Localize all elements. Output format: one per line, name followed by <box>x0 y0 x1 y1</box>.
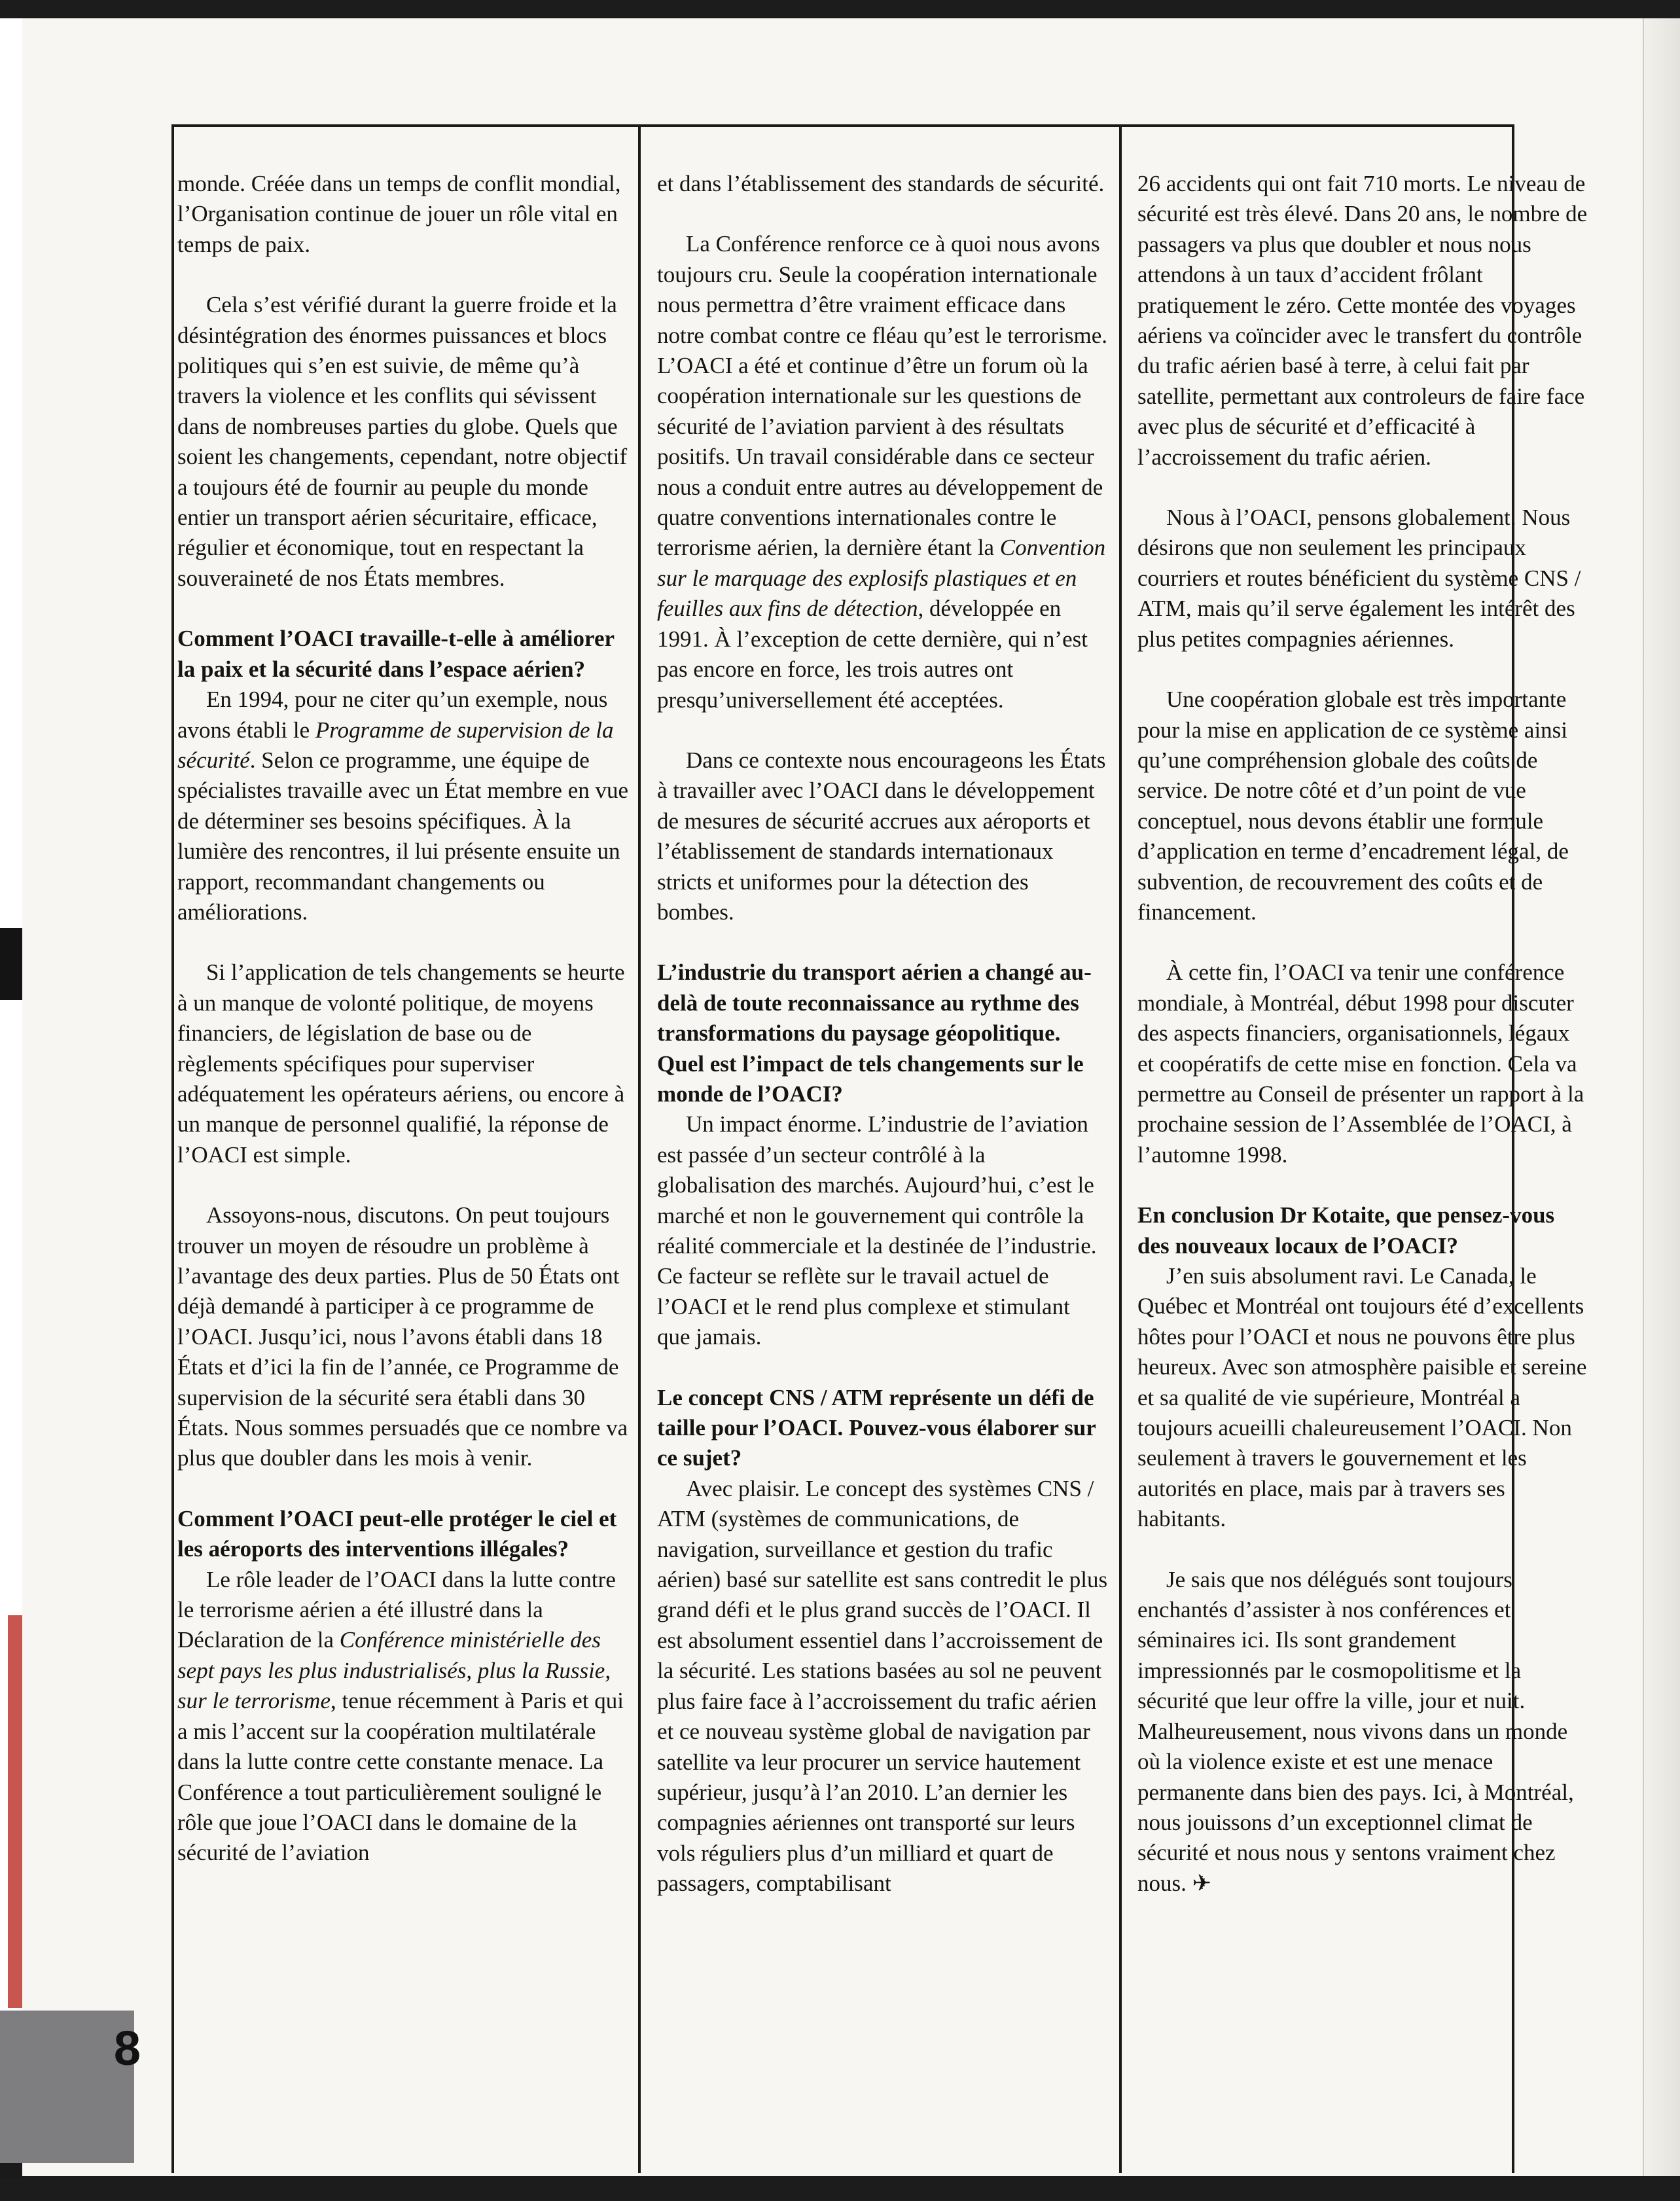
paragraph: monde. Créée dans un temps de conflit mondial, l’Organisation continue de jouer un rôle vital en temps de paix. <box>177 171 621 257</box>
paragraph: Le rôle leader de l’OACI dans la lutte contre le terrorisme aérien a été illustré dans la Déclaration de la Conférence ministérielle des sept pays les plus industrialisés, plus la Russie, sur le terrorisme, tenue récemment à Paris et qui a mis l’accent sur la coopération multilatérale dans la lutte contre cette constante menace. La Conférence a tout particulièrement souligné le rôle que joue l’OACI dans le domaine de la sécurité de l’aviation <box>177 1566 624 1866</box>
paragraph: J’en suis absolument ravi. Le Canada, le Québec et Montréal ont toujours été d’excellents hôtes pour l’OACI et nous ne pouvons être plus heureux. Avec son atmosphère paisible et sereine et sa qualité de vie supérieure, Montréal a toujours acueilli chaleureusement l’OACI. Non seulement à travers le gouvernement et les autorités en place, mais par à travers ses habitants. <box>1137 1263 1587 1532</box>
paragraph: Un impact énorme. L’industrie de l’aviation est passée d’un secteur contrôlé à la globalisation des marchés. Aujourd’hui, c’est le marché et non le gouvernement qui contrôle la réalité commerciale et la destinée de l’industrie. Ce facteur se reflète sur le travail actuel de l’OACI et le rend plus complexe et stimulant que jamais. <box>657 1111 1097 1350</box>
paragraph: La Conférence renforce ce à quoi nous avons toujours cru. Seule la coopération internationale nous permettra d’être vraiment efficace dans notre combat contre ce fléau qu’est le terrorisme. L’OACI a été et continue d’être un forum où la coopération internationale sur les questions de sécurité de l’aviation parvient à des résultats positifs. Un travail considérable dans ce secteur nous a conduit entre autres au développement de quatre conventions internationales contre le terrorisme aérien, la dernière étant la Convention sur le marquage des explosifs plastiques et en feuilles aux fins de détection, développée en 1991. À l’exception de cette dernière, qui n’est pas encore en force, les trois autres ont presqu’universellement été acceptées. <box>657 231 1108 713</box>
article-column-2 <box>657 169 1109 1929</box>
column-rule <box>638 124 641 2173</box>
question-heading: L’industrie du transport aérien a changé au-delà de toute reconnaissance au rythme des transformations du paysage géopolitique. Quel est l’impact de tels changements sur le monde de l’OACI? <box>657 959 1092 1107</box>
question-heading: En conclusion Dr Kotaite, que pensez-vous des nouveaux locaux de l’OACI? <box>1137 1202 1555 1259</box>
paragraph: En 1994, pour ne citer qu’un exemple, nous avons établi le Programme de supervision de la sécurité. Selon ce programme, une équipe de spécialistes travaille avec un État membre en vue de déterminer ses besoins spécifiques. À la lumière des rencontres, il lui présente ensuite un rapport, recommandant changements ou améliorations. <box>177 687 629 925</box>
paragraph: Dans ce contexte nous encourageons les États à travailler avec l’OACI dans le développement de mesures de sécurité accrues aux aéroports et l’établissement de standards internationaux stricts et uniformes pour la détection des bombes. <box>657 747 1106 925</box>
question-heading: Le concept CNS / ATM représente un défi de taille pour l’OACI. Pouvez-vous élaborer sur ce sujet? <box>657 1384 1096 1471</box>
paragraph: Avec plaisir. Le concept des systèmes CNS / ATM (systèmes de communications, de navigation, surveillance et gestion du trafic aérien) basé sur satellite est sans contredit le plus grand défi et le plus grand succès de l’OACI. Il est absolument essentiel dans l’accroissement de la sécurité. Les stations basées au sol ne peuvent plus faire face à l’accroissement du trafic aérien et ce nouveau système global de navigation par satellite va leur procurer un service hautement supérieur, jusqu’à l’an 2010. L’an dernier les compagnies aériennes ont transporté sur leurs vols réguliers plus d’un milliard et quart de passagers, comptabilisant <box>657 1475 1108 1897</box>
question-heading: Comment l’OACI peut-elle protéger le ciel et les aéroports des interventions illégales? <box>177 1505 617 1562</box>
page-number: 8 <box>113 2021 141 2075</box>
paragraph: Je sais que nos délégués sont toujours enchantés d’assister à nos conférences et séminaires ici. Ils sont grandement impressionnés par le cosmopolitisme et la sécurité que leur offre la ville, jour et nuit. Malheureusement, nous vivons dans un monde où la violence existe et est une menace permanente dans bien des pays. Ici, à Montréal, nous jouissons d’un exceptionnel climat de sécurité et nous nous y sentons vraiment chez nous. ✈ <box>1137 1566 1574 1896</box>
column-rule <box>1119 124 1122 2173</box>
article-column-1 <box>177 169 629 1899</box>
paragraph: et dans l’établissement des standards de sécurité. <box>657 171 1105 196</box>
question-heading: Comment l’OACI travaille-t-elle à améliorer la paix et la sécurité dans l’espace aérien? <box>177 626 615 682</box>
right-page-edge <box>1643 18 1680 2176</box>
paragraph: Cela s’est vérifié durant la guerre froide et la désintégration des énormes puissances et blocs politiques qui s’en est suivie, de même qu’à travers la violence et les conflits qui sévissent dans de nombreuses parties du globe. Quels que soient les changements, cependant, notre objectif a toujours été de fournir au peuple du monde entier un transport aérien sécuritaire, efficace, régulier et économique, tout en respectant la souveraineté de nos États membres. <box>177 292 628 591</box>
paragraph: Nous à l’OACI, pensons globalement. Nous désirons que non seulement les principaux courriers et routes bénéficient du système CNS / ATM, mais qu’il serve également les intérêt des plus petites compagnies aériennes. <box>1137 505 1581 652</box>
paragraph: Si l’application de tels changements se heurte à un manque de volonté politique, de moyens financiers, de législation de base ou de règlements spécifiques pour superviser adéquatement les opérateurs aériens, ou encore à un manque de personnel qualifié, la réponse de l’OACI est simple. <box>177 959 625 1168</box>
paragraph: 26 accidents qui ont fait 710 morts. Le niveau de sécurité est très élevé. Dans 20 ans, le nombre de passagers va plus que doubler et nous nous attendons à un taux d’accident frôlant pratiquement le zéro. Cette montée des voyages aériens va coïncider avec le transfert du contrôle du trafic aérien basé à terre, à celui fait par satellite, permettant aux controleurs de faire face avec plus de sécurité et d’efficacité à l’accroissement du trafic aérien. <box>1137 171 1588 470</box>
article-column-3 <box>1137 169 1589 1929</box>
paragraph: Une coopération globale est très importante pour la mise en application de ce système ainsi qu’une compréhension globale des coûts de service. De notre côté et d’un point de vue conceptuel, nous devons établir une formule d’application en terme d’encadrement légal, de subvention, de recouvrement des coûts et de financement. <box>1137 687 1569 925</box>
paragraph: À cette fin, l’OACI va tenir une conférence mondiale, à Montréal, début 1998 pour discuter des aspects financiers, organisationnels, légaux et coopératifs de cette mise en fonction. Cela va permettre au Conseil de présenter un rapport à la prochaine session de l’Assemblée de l’OACI, à l’automne 1998. <box>1137 959 1584 1168</box>
paragraph: Assoyons-nous, discutons. On peut toujours trouver un moyen de résoudre un problème à l’avantage des deux parties. Plus de 50 États ont déjà demandé à participer à ce programme de l’OACI. Jusqu’ici, nous l’avons établi dans 18 États et d’ici la fin de l’année, ce Programme de supervision de la sécurité sera établi dans 30 États. Nous sommes persuadés que ce nombre va plus que doubler dans les mois à venir. <box>177 1202 628 1471</box>
